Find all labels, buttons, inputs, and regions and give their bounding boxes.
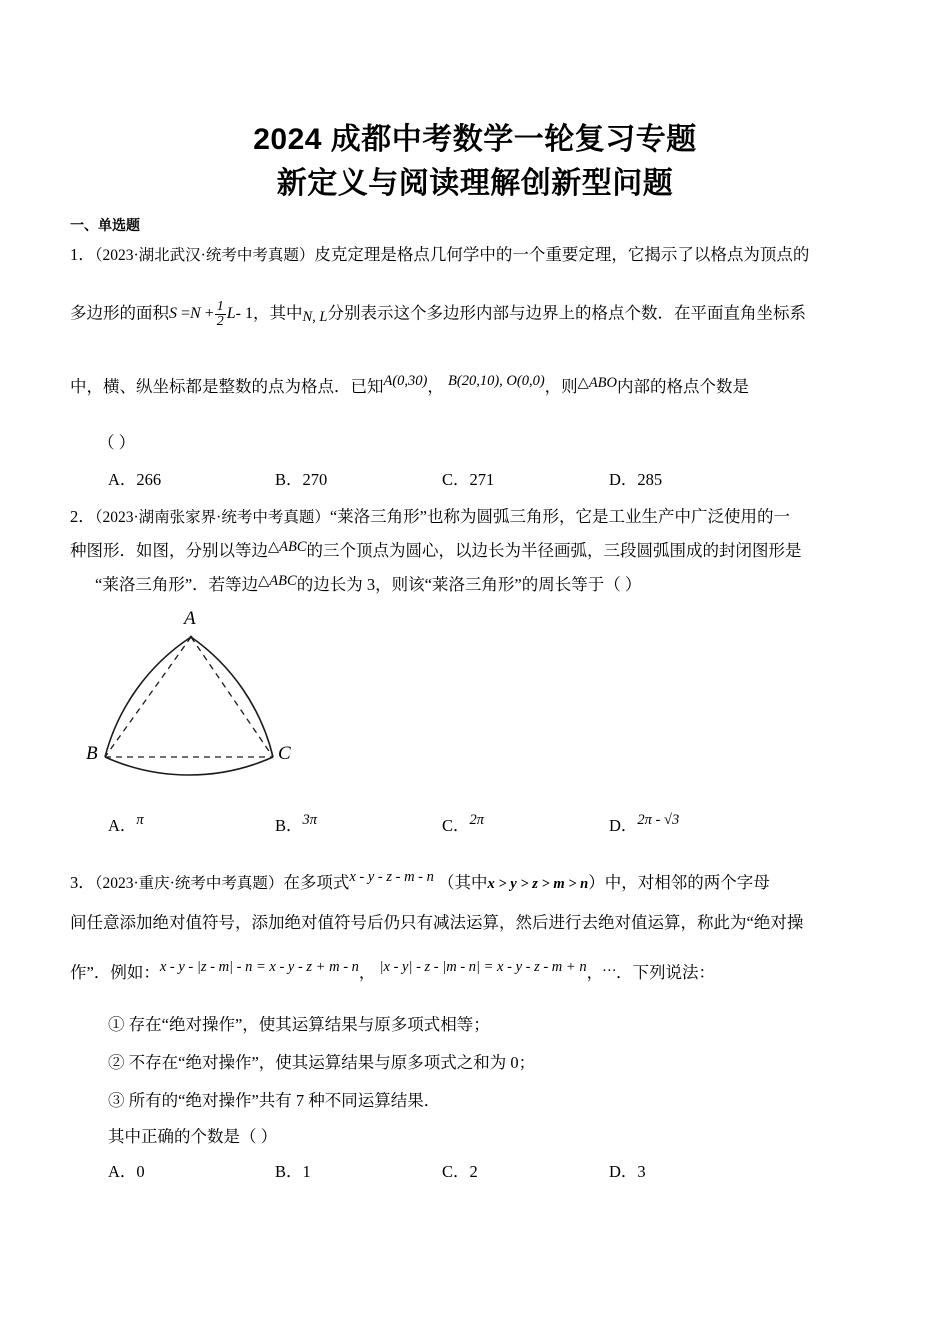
question-3-text-3-tail: ．下列说法： <box>615 963 715 982</box>
question-1-line-1 <box>70 244 809 267</box>
polynomial-condition: x > y > z > m > n <box>487 876 589 892</box>
statement-3: ③ 所有的“绝对操作”共有 7 种不同运算结果． <box>108 1091 441 1110</box>
option-2-b[interactable]: B．3π <box>275 812 318 835</box>
q1-comma-1: ， <box>427 377 444 396</box>
example-ellipsis: … <box>603 959 616 975</box>
question-1-text-2-mid: ，其中 <box>252 303 303 323</box>
question-3-text-1-prefix: 在多项式 <box>283 873 350 892</box>
question-1-line-2 <box>70 300 806 330</box>
question-1-text-2-prefix: 多边形的面积 <box>70 303 169 323</box>
question-2-text-1: “莱洛三角形”也称为圆弧三角形，它是工业生产中广泛使用的一 <box>329 507 790 526</box>
figure-label-b: B <box>86 743 98 764</box>
vertex-point-a <box>190 636 193 639</box>
triangle-abc-1: △ABC <box>268 539 307 555</box>
option-1-a[interactable]: A．266 <box>108 470 162 489</box>
title-line-1: 2024 成都中考数学一轮复习专题 <box>253 123 697 156</box>
question-3-prompt: 其中正确的个数是（ ） <box>108 1127 278 1146</box>
q3-cond-close: ） <box>588 873 605 892</box>
question-3-line-1 <box>70 869 770 895</box>
option-3-d[interactable]: D．3 <box>609 1162 646 1181</box>
question-1-line-3 <box>70 373 750 399</box>
dashed-side-ab <box>105 637 191 757</box>
example-expression-1: x - y - |z - m| - n = x - y - z + m - n <box>159 959 359 975</box>
figure-label-c: C <box>278 743 291 764</box>
option-2-d[interactable]: D．2π - √3 <box>609 812 680 835</box>
option-1-c[interactable]: C．271 <box>442 470 495 489</box>
option-1-d[interactable]: D．285 <box>609 470 663 489</box>
question-2-number: 2． <box>70 507 95 526</box>
question-3-text-3-prefix: 作”．例如： <box>70 963 160 982</box>
option-2-a[interactable]: A．π <box>108 812 144 835</box>
dashed-side-ac <box>191 637 273 757</box>
polynomial-expression: x - y - z - m - n <box>349 869 434 885</box>
arc-bc <box>105 757 273 775</box>
page-title <box>0 118 950 206</box>
question-1-text-3-tail: 内部的格点个数是 <box>617 377 750 396</box>
option-3-b[interactable]: B．1 <box>275 1162 311 1181</box>
question-2-text-3-prefix: “莱洛三角形”．若等边 <box>95 575 259 594</box>
triangle-abo: △ABO <box>577 375 618 391</box>
question-2-text-2-prefix: 种图形．如图，分别以等边 <box>70 541 268 560</box>
figure-label-a: A <box>184 608 196 629</box>
q1-comma-2: ，则 <box>544 377 578 396</box>
question-2-line-3 <box>95 574 641 597</box>
question-1-text-1: 皮克定理是格点几何学中的一个重要定理，它揭示了以格点为顶点的 <box>314 245 810 264</box>
question-3-line-3: 作”．例如：x - y - |z - m| - n = x - y - z + m - n， |x - y| - z - |m - n| = x - y - z - m + n，…．下列说法： <box>70 959 715 982</box>
section-heading: 一、单选题 <box>70 217 140 233</box>
question-3-line-2: 间任意添加绝对值符号，添加绝对值符号后仍只有减法运算，然后进行去绝对值运算，称此为“绝对操 <box>70 913 804 932</box>
question-1-answer-blank: （ ） <box>98 433 136 452</box>
option-3-c[interactable]: C．2 <box>442 1162 478 1181</box>
option-3-a[interactable]: A．0 <box>108 1162 145 1181</box>
reuleaux-triangle-figure <box>78 608 338 792</box>
option-1-b[interactable]: B．270 <box>275 470 328 489</box>
point-a-coords: A(0,30) <box>383 373 428 389</box>
point-b-o-coords: B(20,10), O(0,0) <box>448 373 545 389</box>
q3-cond-open: （其中 <box>438 873 488 892</box>
triangle-abc-2: △ABC <box>258 573 297 589</box>
reuleaux-triangle-svg <box>78 612 338 792</box>
question-1-text-2-tail: 分别表示这个多边形内部与边界上的格点个数．在平面直角坐标系 <box>327 303 806 323</box>
option-2-c[interactable]: C．2π <box>442 812 485 835</box>
question-1-source: （2023·湖北武汉·统考中考真题） <box>94 247 315 264</box>
statement-1: ① 存在“绝对操作”，使其运算结果与原多项式相等； <box>108 1015 490 1034</box>
question-2-line-2 <box>70 540 802 563</box>
pick-vars: N, L <box>302 309 328 326</box>
question-3-text-1-tail: 中，对相邻的两个字母 <box>604 873 770 892</box>
question-2-source: （2023·湖南张家界·统考中考真题） <box>94 509 330 526</box>
example-expression-2: |x - y| - z - |m - n| = x - y - z - m + n <box>379 959 587 975</box>
option-2-d-value: 2π - √3 <box>637 812 680 828</box>
question-1-number: 1． <box>70 245 95 264</box>
question-3-source: （2023·重庆·统考中考真题） <box>94 875 284 892</box>
question-1-text-3-prefix: 中，横、纵坐标都是整数的点为格点．已知 <box>70 377 384 396</box>
question-2-text-2-tail: 的三个顶点为圆心，以边长为半径画弧，三段圆弧围成的封闭图形是 <box>306 541 802 560</box>
question-2-line-1 <box>70 506 790 529</box>
question-2-text-3-tail: 的边长为 3，则该“莱洛三角形”的周长等于（ ） <box>296 575 642 594</box>
pick-formula: S =N + $\frac{1}{2}$ L- 1 <box>169 299 253 330</box>
question-3-number: 3． <box>70 873 95 892</box>
title-line-2: 新定义与阅读理解创新型问题 <box>276 167 674 200</box>
statement-2: ② 不存在“绝对操作”，使其运算结果与原多项式之和为 0； <box>108 1053 536 1072</box>
